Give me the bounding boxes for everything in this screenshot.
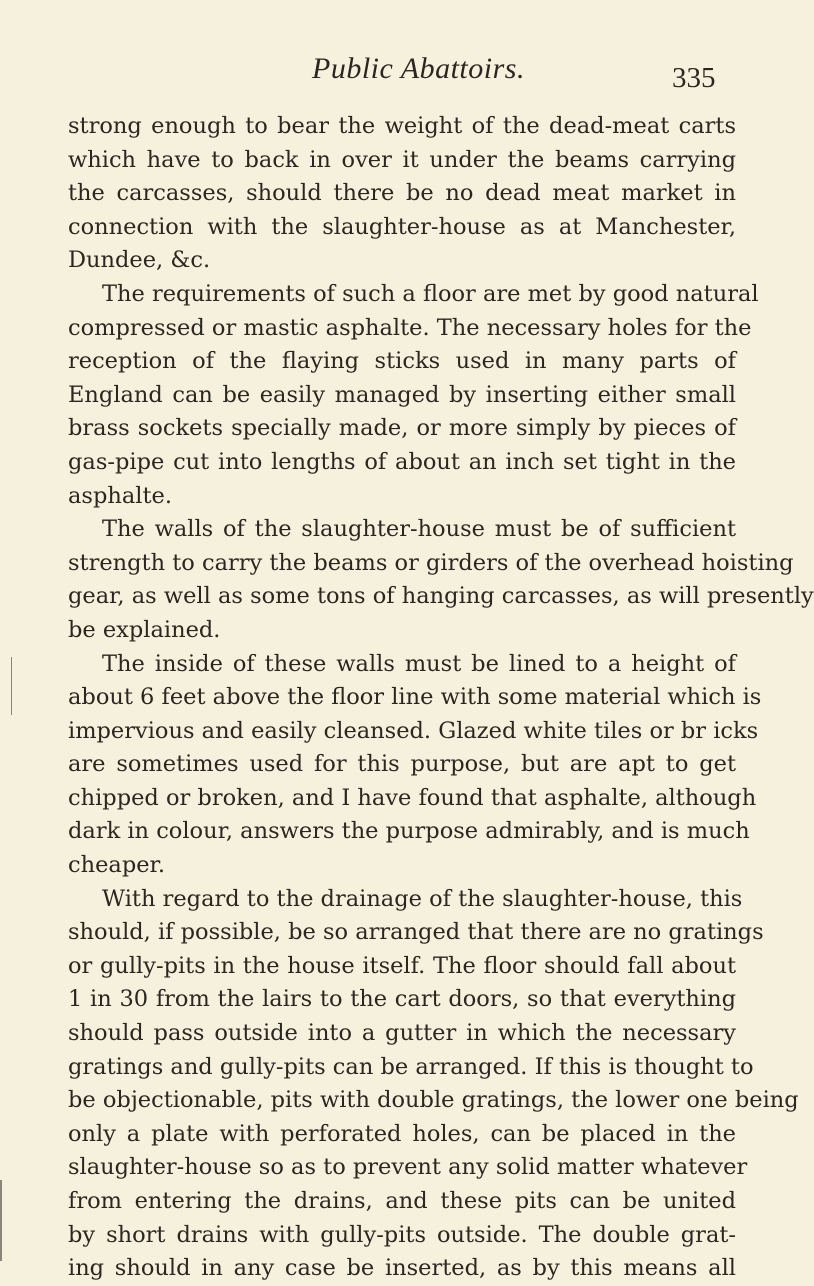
- text-line: strong enough to bear the weight of the dead-meat carts: [68, 113, 736, 139]
- text-line: dark in colour, answers the purpose admirably, and is much: [68, 818, 750, 845]
- text-line: England can be easily managed by inserting either small: [68, 381, 736, 408]
- page-number: 335: [672, 62, 716, 94]
- margin-mark: [11, 657, 12, 715]
- text-line: are sometimes used for this purpose, but are apt to get: [68, 751, 736, 778]
- text-line: about 6 feet above the floor line with some material which is: [68, 684, 762, 711]
- text-line: from entering the drains, and these pits can be united: [68, 1188, 736, 1214]
- text-line: brass sockets specially made, or more simply by pieces of: [68, 415, 736, 442]
- text-line: the carcasses, should there be no dead meat market in: [68, 180, 736, 207]
- text-line: ing should in any case be inserted, as by this means all: [68, 1255, 736, 1282]
- text-line: chipped or broken, and I have found that asphalte, although: [68, 784, 757, 811]
- text-line: connection with the slaughter-house as at Manchester,: [68, 213, 736, 240]
- text-line: The inside of these walls must be lined to a height of: [102, 650, 736, 677]
- text-line: cheaper.: [68, 852, 165, 879]
- text-line: asphalte.: [68, 482, 172, 509]
- text-line: 1 in 30 from the lairs to the cart doors, so that everything: [68, 986, 736, 1013]
- text-line: compressed or mastic asphalte. The necessary holes for the: [68, 314, 752, 341]
- text-line: which have to back in over it under the beams carrying: [68, 146, 736, 173]
- text-line: slaughter-house so as to prevent any solid matter whatever: [68, 1154, 748, 1181]
- text-line: gratings and gully-pits can be arranged. If this is thought to: [68, 1053, 754, 1080]
- text-line: should, if possible, be so arranged that there are no gratings: [68, 919, 764, 946]
- text-line: The walls of the slaughter-house must be of sufficient: [102, 516, 736, 543]
- text-line: or gully-pits in the house itself. The floor should fall about: [68, 952, 736, 979]
- text-line: reception of the flaying sticks used in many parts of: [68, 348, 736, 375]
- text-line: With regard to the drainage of the slaughter-house, this: [102, 885, 743, 912]
- text-line: strength to carry the beams or girders of the overhead hoisting: [68, 549, 794, 576]
- text-line: Dundee, &c.: [68, 247, 211, 274]
- text-line: should pass outside into a gutter in which the necessary: [68, 1020, 736, 1047]
- body-text: [68, 110, 814, 1286]
- page-edge-mark: [0, 1180, 2, 1261]
- text-line: only a plate with perforated holes, can be placed in the: [68, 1120, 736, 1147]
- running-title: Public Abattoirs.: [312, 52, 525, 85]
- text-line: impervious and easily cleansed. Glazed white tiles or br icks: [68, 717, 759, 744]
- text-line: gear, as well as some tons of hanging carcasses, as will presently: [68, 583, 814, 610]
- text-line: be explained.: [68, 616, 221, 643]
- text-line: The requirements of such a floor are met by good natural: [102, 280, 759, 307]
- page-header: [0, 52, 800, 92]
- text-line: by short drains with gully-pits outside. The double grat-: [68, 1221, 736, 1248]
- text-line: gas-pipe cut into lengths of about an inch set tight in the: [68, 448, 736, 475]
- text-line: be objectionable, pits with double gratings, the lower one being: [68, 1087, 799, 1114]
